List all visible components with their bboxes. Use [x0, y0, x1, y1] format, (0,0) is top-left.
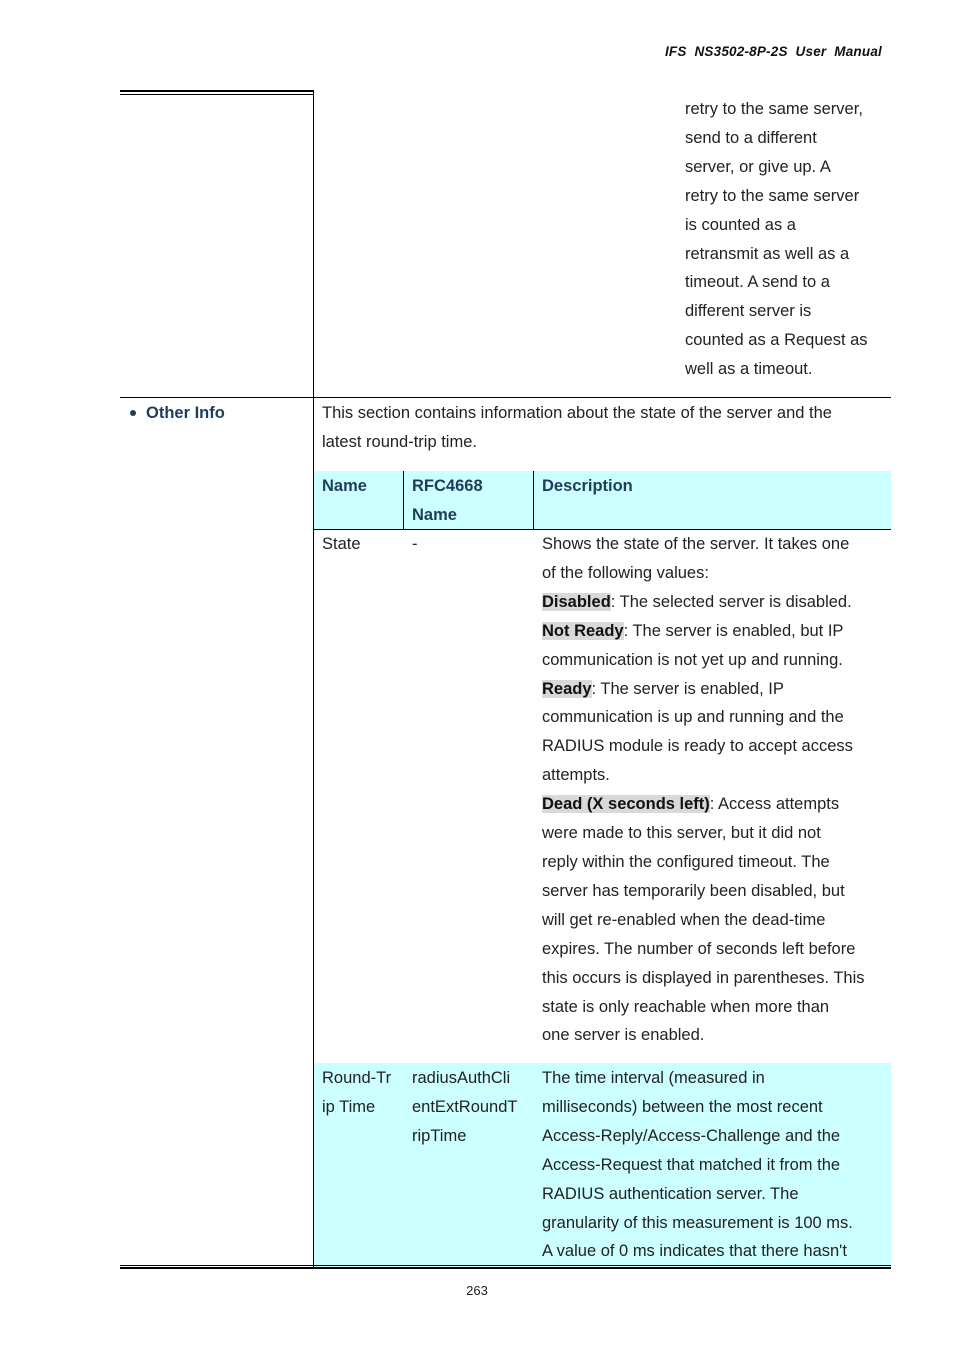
text-line: ripTime [412, 1126, 467, 1145]
section-intro [322, 399, 832, 457]
text-line: of the following values: [542, 563, 709, 582]
state-value-not-ready [542, 617, 865, 646]
text-line: granularity of this measurement is 100 ms. [542, 1213, 853, 1232]
state-value-disabled [542, 588, 865, 617]
table-header-name: Name [322, 477, 367, 495]
table-row-rtt-name [322, 1064, 391, 1122]
text-line: communication is not yet up and running. [542, 650, 843, 669]
table-header-rfc [412, 472, 483, 530]
table-row-rtt-description [542, 1064, 853, 1266]
text-line: Name [412, 505, 457, 524]
bottom-rule-thick [120, 1267, 891, 1269]
text-line: is counted as a [685, 215, 796, 234]
state-value-ready [542, 675, 865, 704]
text-line: RADIUS authentication server. The [542, 1184, 799, 1203]
text-line: retransmit as well as a [685, 244, 850, 263]
page-number: 263 [466, 1283, 488, 1298]
page-header-title: IFS NS3502-8P-2S User Manual [664, 44, 882, 59]
text-line: latest round-trip time. [322, 432, 477, 451]
term-text: : The selected server is disabled. [610, 592, 852, 611]
term-highlight: Ready [542, 679, 592, 698]
text-line: attempts. [542, 766, 610, 785]
text-line: state is only reachable when more than [542, 997, 830, 1016]
text-line: The time interval (measured in [542, 1069, 765, 1087]
table-header-col-divider-2 [533, 471, 534, 530]
term-text: : Access attempts [709, 795, 840, 814]
state-value-dead [542, 790, 865, 819]
text-line: one server is enabled. [542, 1026, 705, 1045]
text-line: radiusAuthCli [412, 1069, 511, 1087]
term-highlight: Disabled [542, 592, 611, 611]
term-highlight: Dead (X seconds left) [542, 795, 710, 814]
text-line: were made to this server, but it did not [542, 824, 821, 843]
table-row-rtt-rfc [412, 1064, 517, 1151]
text-line: timeout. A send to a [685, 273, 830, 292]
term-text: : The server is enabled, IP [591, 679, 784, 698]
bullet-icon [130, 410, 136, 416]
continued-description [685, 95, 868, 384]
text-line: reply within the configured timeout. The [542, 852, 830, 871]
text-line: server, or give up. A [685, 157, 831, 176]
text-line: well as a timeout. [685, 360, 813, 379]
text-line: Access-Request that matched it from the [542, 1155, 841, 1174]
bottom-rule-thin [120, 1265, 891, 1266]
text-line: expires. The number of seconds left before [542, 939, 856, 958]
text-line: different server is [685, 302, 812, 321]
table-header-description: Description [542, 477, 633, 495]
text-line: milliseconds) between the most recent [542, 1097, 823, 1116]
term-highlight: Not Ready [542, 621, 624, 640]
top-rule-thick [120, 90, 313, 92]
section-label: Other Info [146, 404, 225, 422]
text-line: retry to the same server, [685, 100, 863, 118]
text-line: Access-Reply/Access-Challenge and the [542, 1126, 841, 1145]
text-line: This section contains information about the state of the server and the [322, 404, 832, 422]
text-line: communication is up and running and the [542, 708, 844, 727]
table-header-col-divider-1 [403, 471, 404, 530]
text-line: ip Time [322, 1097, 376, 1116]
term-text: : The server is enabled, but IP [623, 621, 844, 640]
text-line: retry to the same server [685, 186, 860, 205]
text-line: entExtRoundT [412, 1097, 518, 1116]
text-line: Shows the state of the server. It takes one [542, 535, 850, 553]
table-row-state-name: State [322, 535, 361, 553]
text-line: counted as a Request as [685, 331, 868, 350]
text-line: Round-Tr [322, 1069, 392, 1087]
text-line: server has temporarily been disabled, but [542, 881, 845, 900]
text-line: this occurs is displayed in parentheses. This [542, 968, 865, 987]
table-row-state-rfc: - [412, 535, 418, 553]
table-row-state-description [542, 530, 865, 1050]
text-line: RADIUS module is ready to accept access [542, 737, 853, 756]
text-line: send to a different [685, 128, 817, 147]
text-line: RFC4668 [412, 477, 483, 495]
text-line: A value of 0 ms indicates that there hasn't [542, 1242, 847, 1261]
text-line: will get re-enabled when the dead-time [542, 910, 826, 929]
top-rule-thin [120, 94, 313, 95]
section-divider [120, 397, 891, 398]
